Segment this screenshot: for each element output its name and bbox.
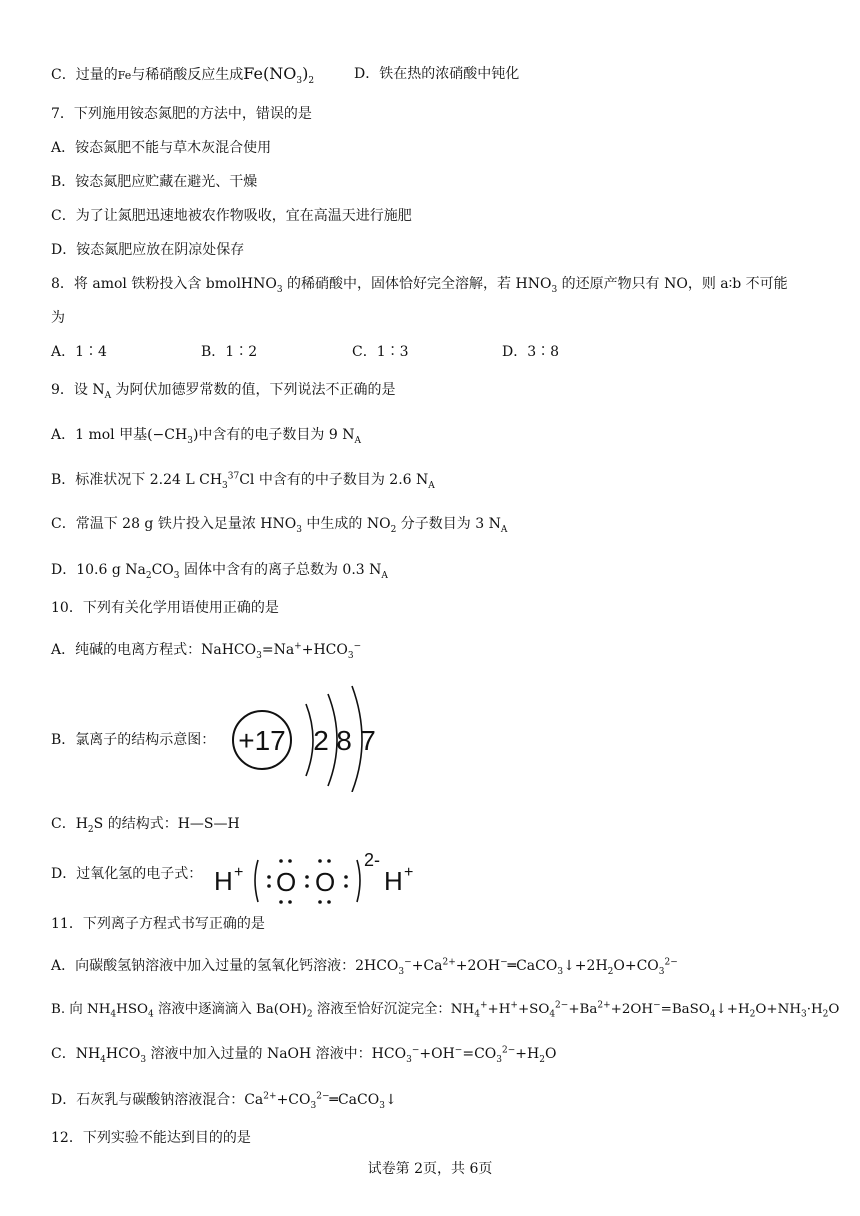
q8-stem-2: 的稀硝酸中，固体恰好完全溶解，若 HNO bbox=[282, 276, 552, 292]
q10-option-c bbox=[51, 814, 240, 834]
q10-option-d-label: D．过氧化氢的电子式： bbox=[51, 866, 203, 882]
q11-b-sub10: 2 bbox=[749, 1009, 756, 1020]
q11-a-5: ↓+2H bbox=[563, 958, 608, 974]
q11-b-sub11: 3 bbox=[801, 1009, 807, 1020]
q8-stem-sub: 3 bbox=[276, 284, 283, 295]
q10-option-a bbox=[51, 640, 361, 660]
q11-b-sup7: 2+ bbox=[597, 1000, 611, 1011]
q11-d-3: ═CaCO bbox=[329, 1092, 380, 1108]
q11-a-3: +2OH bbox=[455, 958, 501, 974]
shell-electrons-1: 2 bbox=[313, 725, 329, 756]
q9-c-2: 中生成的 NO bbox=[301, 516, 391, 532]
q11-option-d bbox=[51, 1090, 397, 1110]
q6-option-c bbox=[51, 64, 314, 86]
q9-a-sub: 3 bbox=[187, 435, 193, 446]
q11-c-5: =CO bbox=[462, 1046, 497, 1062]
q10-a-sup2: − bbox=[353, 641, 362, 652]
q9-b-sub: 3 bbox=[222, 480, 228, 491]
q6-c-prefix: C．过量的 bbox=[51, 67, 118, 83]
q8-stem-cont: 为 bbox=[51, 310, 65, 326]
q10-a-sub: 3 bbox=[256, 650, 262, 661]
q6-c-sub2: 2 bbox=[308, 75, 315, 86]
q11-d-2: +CO bbox=[276, 1092, 311, 1108]
q8-stem-3: 的还原产物只有 NO，则 a∶b 不可能 bbox=[557, 276, 788, 292]
ion-charge: 2- bbox=[364, 850, 381, 870]
q11-c-2: HCO bbox=[105, 1046, 141, 1062]
q11-c-1: C．NH bbox=[51, 1046, 101, 1062]
q9-stem-2: 为阿伏加德罗常数的值，下列说法不正确的是 bbox=[111, 382, 396, 398]
q11-a-sup: − bbox=[404, 957, 412, 968]
h-left: H bbox=[214, 866, 233, 896]
q11-c-6: +H bbox=[515, 1046, 540, 1062]
q9-c-sub3: A bbox=[500, 524, 508, 535]
q9-b-sup: 37 bbox=[227, 471, 240, 482]
q10-stem: 10．下列有关化学用语使用正确的是 bbox=[51, 600, 279, 616]
q9-option-b bbox=[51, 470, 435, 490]
shell-electrons-3: 7 bbox=[360, 725, 376, 756]
q11-b-sub4: 4 bbox=[474, 1009, 480, 1020]
q11-b-sub3: 2 bbox=[306, 1009, 313, 1020]
q11-d-4: ↓ bbox=[384, 1092, 397, 1108]
q11-c-sub: 4 bbox=[100, 1054, 106, 1065]
q9-a-2: )中含有的电子数目为 9 N bbox=[192, 427, 355, 443]
q11-stem: 11．下列离子方程式书写正确的是 bbox=[51, 916, 265, 932]
q11-b-10: ↓+H bbox=[715, 1002, 750, 1017]
q11-a-sub3: 2 bbox=[607, 966, 614, 977]
q9-stem bbox=[51, 380, 396, 400]
q10-a-sup: + bbox=[294, 641, 302, 652]
q11-c-sub2: 3 bbox=[140, 1054, 147, 1065]
q11-d-sup: 2+ bbox=[263, 1091, 277, 1102]
q9-option-d bbox=[51, 560, 388, 580]
q6-c-close: ) bbox=[302, 64, 309, 83]
q8-stem-1: 8．将 amol 铁粉投入含 bmolHNO bbox=[51, 276, 277, 292]
shell-electrons-2: 8 bbox=[336, 725, 352, 756]
q10-a-1: A．纯碱的电离方程式：NaHCO bbox=[51, 642, 257, 658]
q6-c-formula: Fe(NO bbox=[243, 64, 297, 83]
q6-c-fe: Fe bbox=[117, 69, 132, 82]
q9-stem-sub: A bbox=[104, 390, 112, 401]
h-left-charge: + bbox=[234, 864, 244, 881]
q10-a-2: =Na bbox=[261, 642, 295, 658]
q9-b-1: B．标准状况下 2.24 L CH bbox=[51, 472, 223, 488]
q10-c-1: C．H bbox=[51, 816, 88, 832]
page-footer: 试卷第 2页，共 6页 bbox=[367, 1161, 493, 1177]
q11-c-3: 溶液中加入过量的 NaOH 溶液中：HCO bbox=[146, 1046, 407, 1062]
h-right: H bbox=[384, 866, 403, 896]
q11-b-5: +H bbox=[487, 1002, 511, 1017]
q11-a-sub2: 3 bbox=[557, 966, 564, 977]
q11-c-sub6: 2 bbox=[539, 1054, 545, 1065]
q9-d-sub2: 3 bbox=[173, 570, 180, 581]
q9-d-1: D．10.6 g Na bbox=[51, 562, 146, 578]
q11-d-sup2: 2− bbox=[316, 1091, 330, 1102]
q9-d-sub3: A bbox=[381, 570, 388, 581]
oxygen-1: O bbox=[276, 867, 297, 897]
q12-stem: 12．下列实验不能达到目的的是 bbox=[51, 1130, 251, 1146]
q9-a-1: A．1 mol 甲基(−CH bbox=[51, 427, 188, 443]
q11-c-4: +OH bbox=[419, 1046, 455, 1062]
q9-option-c bbox=[51, 514, 507, 534]
q11-d-1: D．石灰乳与碳酸钠溶液混合：Ca bbox=[51, 1092, 264, 1108]
q7-option-b: B．铵态氮肥应贮藏在避光、干燥 bbox=[51, 174, 258, 190]
q11-a-sub: 3 bbox=[398, 966, 405, 977]
q11-d-sub3: 3 bbox=[379, 1100, 385, 1111]
q11-b-sub: 4 bbox=[110, 1009, 117, 1020]
q11-a-sub4: 3 bbox=[658, 966, 665, 977]
q8-stem-sub2: 3 bbox=[551, 284, 558, 295]
q6-c-mid: 与稀硝酸反应生成 bbox=[131, 67, 244, 83]
q9-d-2: CO bbox=[151, 562, 174, 578]
q10-a-sub2: 3 bbox=[347, 650, 354, 661]
q11-b-sub2: 4 bbox=[147, 1009, 154, 1020]
q11-b-3: 溶液中逐滴滴入 Ba(OH) bbox=[153, 1002, 307, 1017]
q10-option-b-label: B．氯离子的结构示意图： bbox=[51, 732, 216, 748]
oxygen-2: O bbox=[315, 867, 336, 897]
q6-c-sub: 3 bbox=[296, 75, 303, 86]
q11-b-sub12: 2 bbox=[822, 1009, 829, 1020]
q11-b-12: ·H bbox=[806, 1002, 823, 1017]
q9-option-a bbox=[51, 425, 361, 445]
q11-a-4: ═CaCO bbox=[507, 958, 558, 974]
q11-c-sub3: 3 bbox=[406, 1054, 412, 1065]
q9-a-sub2: A bbox=[354, 435, 361, 446]
q11-b-6: +SO bbox=[517, 1002, 550, 1017]
q7-option-a: A．铵态氮肥不能与草木灰混合使用 bbox=[51, 140, 272, 156]
q11-c-sup3: − bbox=[411, 1045, 420, 1056]
q11-c-sub5: 3 bbox=[496, 1054, 502, 1065]
right-bracket bbox=[357, 860, 360, 902]
q9-stem-1: 9．设 N bbox=[51, 382, 105, 398]
q9-b-sub2: A bbox=[428, 480, 435, 491]
q11-a-2: +Ca bbox=[411, 958, 443, 974]
q11-b-11: O+NH bbox=[755, 1002, 801, 1017]
q11-c-sup4: − bbox=[454, 1045, 463, 1056]
q11-a-sup4: 2− bbox=[664, 957, 678, 968]
q11-b-sup8: − bbox=[653, 1000, 661, 1011]
q11-option-c bbox=[51, 1044, 556, 1064]
q11-option-a bbox=[51, 956, 678, 976]
q8-option-d: D．3∶8 bbox=[502, 344, 560, 360]
q10-a-3: +HCO bbox=[301, 642, 348, 658]
q10-c-sub: 2 bbox=[87, 824, 94, 835]
q9-b-2: Cl 中含有的中子数目为 2.6 N bbox=[239, 472, 429, 488]
q11-b-sub9: 4 bbox=[709, 1009, 716, 1020]
q8-option-a: A．1∶4 bbox=[51, 344, 107, 360]
chloride-ion-structure-diagram bbox=[228, 684, 388, 792]
q11-b-1: B. 向 NH bbox=[51, 1002, 111, 1017]
q11-b-8: +2OH bbox=[610, 1002, 654, 1017]
nucleus-charge: +17 bbox=[238, 725, 286, 756]
q9-c-sub2: 2 bbox=[390, 524, 397, 535]
q11-b-13: O bbox=[828, 1002, 840, 1017]
q11-option-b bbox=[51, 1000, 839, 1020]
q9-c-1: C．常温下 28 g 铁片投入足量浓 HNO bbox=[51, 516, 297, 532]
q11-a-1: A．向碳酸氢钠溶液中加入过量的氢氧化钙溶液：2HCO bbox=[51, 958, 399, 974]
q9-c-sub: 3 bbox=[296, 524, 302, 535]
q11-a-6: O+CO bbox=[613, 958, 659, 974]
q11-b-sub6: 4 bbox=[549, 1009, 556, 1020]
q11-b-sup6: 2− bbox=[555, 1000, 569, 1011]
q8-option-c: C．1∶3 bbox=[352, 344, 409, 360]
q11-b-sup4: + bbox=[479, 1000, 488, 1011]
q11-b-9: =BaSO bbox=[660, 1002, 710, 1017]
q9-d-3: 固体中含有的离子总数为 0.3 N bbox=[179, 562, 382, 578]
h-right-charge: + bbox=[404, 864, 414, 881]
q11-b-4: 溶液至恰好沉淀完全：NH bbox=[312, 1002, 475, 1017]
q7-option-c: C．为了让氮肥迅速地被农作物吸收，宜在高温天进行施肥 bbox=[51, 208, 412, 224]
shell-arc-1 bbox=[306, 704, 313, 776]
q11-a-sup3: − bbox=[500, 957, 508, 968]
q8-option-b: B．1∶2 bbox=[201, 344, 258, 360]
peroxide-electron-formula bbox=[212, 846, 424, 908]
q7-option-d: D．铵态氮肥应放在阴凉处保存 bbox=[51, 242, 245, 258]
q11-b-2: HSO bbox=[116, 1002, 148, 1017]
q7-stem: 7．下列施用铵态氮肥的方法中，错误的是 bbox=[51, 106, 312, 122]
q6-option-d: D．铁在热的浓硝酸中钝化 bbox=[354, 66, 520, 82]
q11-c-7: O bbox=[544, 1046, 557, 1062]
q11-d-sub2: 3 bbox=[310, 1100, 317, 1111]
q11-b-7: +Ba bbox=[568, 1002, 598, 1017]
q11-b-sup5: + bbox=[510, 1000, 518, 1011]
q11-c-sup5: 2− bbox=[502, 1045, 516, 1056]
q10-c-2: S 的结构式：H—S—H bbox=[93, 816, 240, 832]
q11-a-sup2: 2+ bbox=[442, 957, 456, 968]
q9-d-sub: 2 bbox=[145, 570, 152, 581]
q9-c-3: 分子数目为 3 N bbox=[396, 516, 501, 532]
q8-stem bbox=[51, 274, 788, 294]
left-bracket bbox=[255, 860, 258, 902]
